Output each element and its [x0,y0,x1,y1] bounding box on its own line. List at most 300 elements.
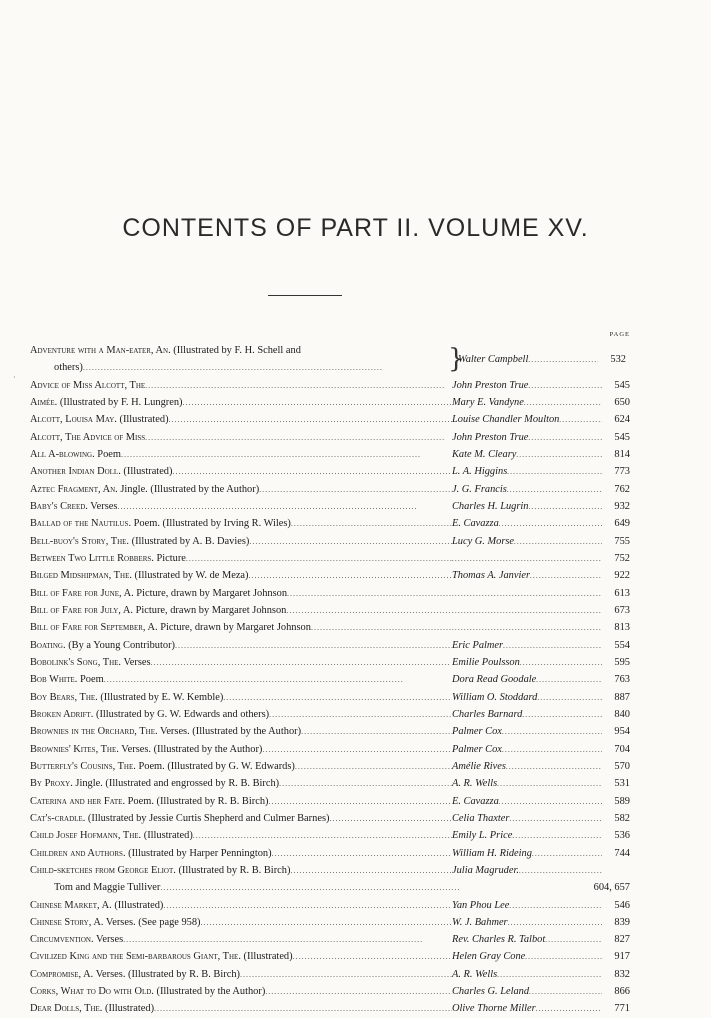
entry-title [30,619,452,636]
toc-row [30,706,630,723]
entry-title [30,775,452,792]
leader-dots [452,585,602,602]
page-number: 704 [614,743,630,755]
page-number: 773 [614,466,630,478]
entry-title-smallcaps: Child Josef Hofmann, The. [30,830,142,842]
page-number: 866 [614,986,630,998]
entry-title-smallcaps: Advice of Miss Alcott, The [30,379,146,391]
entry-title-note: (Illustrated by E. W. Kemble) [97,691,224,703]
toc-row [30,533,630,550]
toc-row [30,394,630,411]
entry-title-text [30,550,186,567]
entry-author [452,723,602,740]
toc-row [30,446,630,463]
toc-row [30,550,630,567]
entry-title-note: (Illustrated by Jessie Curtis Shepherd and Culmer Barnes) [85,812,330,824]
entry-author [452,706,602,723]
author-name: Thomas A. Janvier [452,570,531,582]
entry-title-note: (Illustrated by F. H. Lungren) [57,396,183,408]
page-number: 762 [614,483,630,495]
entry-title-smallcaps: Caterina and her Fate. [30,795,126,807]
entry-title-smallcaps: Broken Adrift. [30,708,94,720]
author-name: Dora Read Goodale [452,674,537,686]
leader-dots [452,602,602,619]
leader-dots [522,706,602,723]
entry-author [452,689,602,706]
entry-author [452,585,602,602]
entry-title-note: (Illustrated by W. de Meza) [131,570,249,582]
leader-dots [301,723,452,740]
author-name: Olive Thorne Miller [452,1003,536,1015]
leader-dots [291,515,452,532]
leader-dots [286,602,452,619]
toc-row [30,966,630,983]
entry-title-text [30,446,121,463]
author-name: Rev. Charles R. Talbot [452,934,546,946]
entry-author [452,983,602,1000]
leader-dots [499,515,602,532]
entry-title-note: (Illustrated) [116,414,169,426]
leader-dots [240,966,452,983]
entry-title [30,741,452,758]
leader-dots [279,775,452,792]
leader-dots [529,498,603,515]
entry-title-note: Jingle. (Illustrated and engrossed by R. B. Birch) [72,778,280,790]
entry-title [30,793,452,810]
toc-row [30,637,630,654]
leader-dots [104,671,452,688]
entry-title-smallcaps: Bilged Midshipman, The. [30,570,132,582]
page-number: 554 [614,639,630,651]
entry-title-smallcaps: Circumvention. [30,934,94,946]
author-name: Celia Thaxter [452,812,510,824]
entry-title-smallcaps: By Proxy. [30,778,73,790]
entry-author [452,1000,602,1017]
entry-title-note: Picture [153,552,186,564]
entry-title-smallcaps: Chinese Market, A. [30,899,112,911]
entry-title-note: Poem. (Illustrated by Irving R. Wiles) [131,518,291,530]
page-number: 624 [614,414,630,426]
leader-dots [145,429,452,446]
entry-author [452,827,602,844]
entry-title [30,1000,452,1017]
page-number: 570 [614,760,630,772]
leader-dots [329,810,452,827]
entry-author [452,602,602,619]
table-of-contents [30,342,630,1018]
entry-title-note: (By a Young Contributor) [65,639,175,651]
entry-author [452,446,602,463]
toc-row [30,983,630,1000]
entry-title-note: (Illustrated by R. B. Birch) [175,864,291,876]
leader-dots [452,550,602,567]
page-number: 887 [614,691,630,703]
leader-dots [183,394,453,411]
leader-dots [151,654,452,671]
leader-dots [268,793,452,810]
entry-title-smallcaps: Compromise, A. [30,968,94,980]
entry-title-text [30,845,272,862]
entry-author [452,429,602,446]
entry-title-note: Poem. (Illustrated by R. B. Birch) [125,795,269,807]
entry-title-text [30,897,163,914]
brace-mark: } [448,344,465,375]
page-number: 650 [614,396,630,408]
entry-title-text [30,793,268,810]
entry-title [30,498,452,515]
entry-title [30,689,452,706]
leader-dots [503,637,602,654]
entry-title-text [30,602,286,619]
page-number: 832 [614,968,630,980]
entry-author [452,463,602,480]
leader-dots [154,1000,452,1017]
leader-dots [529,983,602,1000]
leader-dots [528,377,602,394]
author-name: W. J. Bahmer [452,916,508,928]
toc-row [30,411,630,428]
entry-author [452,845,602,862]
entry-title-text [30,394,183,411]
entry-title-note: Verses. (Illustrated by R. B. Birch) [93,968,240,980]
entry-title-smallcaps: Butterfly's Cousins, The. [30,760,136,772]
author-name: Emily L. Price [452,830,513,842]
page-number: 763 [614,674,630,686]
entry-author [452,481,602,498]
entry-title-text [30,463,172,480]
entry-title-text [30,810,329,827]
page-title: CONTENTS OF PART II. VOLUME XV. [122,214,589,242]
toc-row [30,758,630,775]
entry-title [30,377,452,394]
entry-title-smallcaps: Baby's Creed. [30,500,88,512]
entry-title-note: Verses [87,500,118,512]
entry-title-smallcaps: Alcott, Louisa May. [30,414,117,426]
entry-title [30,411,452,428]
author-name: Julia Magruder. [452,864,519,876]
author-name: Lucy G. Morse [452,535,515,547]
entry-title-smallcaps: Ballad of the Nautilus. [30,518,132,530]
page-number: 813 [614,622,630,634]
toc-row [30,619,630,636]
toc-row [30,481,630,498]
page-number: 546 [614,899,630,911]
entry-title [30,515,452,532]
leader-dots [516,446,602,463]
leader-dots [172,463,452,480]
entry-author [452,741,602,758]
author-name: Palmer Cox [452,743,502,755]
entry-title-smallcaps: Another Indian Doll. [30,466,121,478]
author-name: William H. Rideing [452,847,532,859]
leader-dots [559,411,602,428]
author-name: Charles G. Leland [452,986,530,998]
entry-title-note: Poem. (Illustrated by G. W. Edwards) [135,760,295,772]
entry-title-smallcaps: Boating. [30,639,66,651]
page-number: 922 [614,570,630,582]
entry-title-text [30,481,259,498]
entry-title [30,394,452,411]
entry-author [452,533,602,550]
margin-mark: · [13,373,16,382]
toc-row [30,498,630,515]
entry-title [30,706,452,723]
author-name: Amélie Rives [452,760,506,772]
entry-title-note: (Illustrated) [120,466,173,478]
leader-dots [249,533,452,550]
author-name: Eric Palmer [452,639,504,651]
page-number: 536 [614,830,630,842]
toc-row [30,689,630,706]
entry-title-text [30,429,145,446]
entry-title-smallcaps: Aztec Fragment, An. [30,483,118,495]
author-name: Kate M. Cleary [452,448,517,460]
entry-title-text [30,914,201,931]
author-name: Louise Chandler Moulton [452,414,560,426]
entry-title-note: (Illustrated by Harper Pennington) [125,847,272,859]
toc-row [30,775,630,792]
entry-title-text [30,931,123,948]
entry-title-smallcaps: Brownies in the Orchard, The. [30,726,158,738]
entry-title-text [30,948,293,965]
toc-row-continuation [30,879,630,896]
page-number: 744 [614,847,630,859]
entry-title-smallcaps: Dear Dolls, The. [30,1003,103,1015]
page-number: 673 [614,604,630,616]
entry-author [452,637,602,654]
author-name: Walter Campbell [458,353,529,365]
toc-row [30,671,630,688]
leader-dots [524,394,602,411]
page-number: 771 [614,1003,630,1015]
author-name: Charles Barnard [452,708,523,720]
entry-title-note: Verses. (Illustrated by the Author) [118,743,263,755]
author-name: William O. Stoddard [452,691,538,703]
leader-dots [519,862,602,879]
leader-dots [272,845,452,862]
leader-dots [512,827,602,844]
entry-title-smallcaps: Boy Bears, The. [30,691,98,703]
entry-title-smallcaps: Bobolink's Song, The. [30,656,122,668]
entry-title-text [30,567,249,584]
entry-title [30,585,452,602]
entry-author [452,897,602,914]
leader-dots [536,1000,602,1017]
leader-dots [528,351,598,368]
leader-dots [508,914,602,931]
leader-dots [163,897,452,914]
entry-title-cont-text: others) [54,362,83,374]
entry-author [452,654,602,671]
author-name: A. R. Wells [452,778,498,790]
leader-dots [509,897,602,914]
page-number: 839 [614,916,630,928]
entry-title-text [30,758,295,775]
page-number: 604, 657 [593,882,630,894]
entry-title-note: Picture, drawn by Margaret Johnson [133,604,287,616]
toc-row [30,654,630,671]
entry-title [30,671,452,688]
entry-title-note: Verses. (See page 958) [103,916,201,928]
page-number: 582 [614,812,630,824]
entry-title-smallcaps: Bill of Fare for September, A. [30,622,158,634]
leader-dots [520,654,602,671]
entry-title-text [30,1000,154,1017]
leader-dots [262,741,452,758]
entry-author [452,411,602,428]
entry-title-smallcaps: Bell-buoy's Story, The. [30,535,130,547]
entry-author [452,793,602,810]
entry-title-text [30,723,301,740]
entry-title-smallcaps: Between Two Little Robbers. [30,552,154,564]
entry-author [452,671,602,688]
entry-author [452,775,602,792]
leader-dots [223,689,452,706]
author-name: Yan Phou Lee [452,899,510,911]
entry-title-text [30,966,240,983]
page-number: 531 [614,778,630,790]
entry-title-note: (Illustrated by F. H. Schell and [170,345,301,356]
entry-title-note: Picture, drawn by Margaret Johnson [157,622,311,634]
leader-dots [123,931,452,948]
entry-author [452,914,602,931]
leader-dots [249,567,452,584]
entry-author [452,567,602,584]
entry-title [30,862,452,879]
entry-title-text [30,515,291,532]
entry-title-note: (Illustrated by G. W. Edwards and others) [93,708,270,720]
title-rule [268,295,342,296]
entry-title-text [30,689,223,706]
page-number: 752 [614,552,630,564]
entry-title-cont-text: Tom and Maggie Tulliver [54,882,161,894]
toc-row [30,463,630,480]
entry-title-note: Poem [77,674,104,686]
leader-dots [259,481,452,498]
leader-dots [506,758,602,775]
entry-author [452,810,602,827]
entry-title-smallcaps: Bill of Fare for July, A. [30,604,134,616]
entry-title-smallcaps: All A-blowing. [30,448,95,460]
toc-row [30,897,630,914]
author-name: Charles H. Lugrin [452,500,529,512]
leader-dots [545,931,602,948]
entry-title-smallcaps: Bob White. [30,674,78,686]
page-number: 827 [614,934,630,946]
leader-dots [536,671,602,688]
entry-title-note: Verses. (Illustrated by the Author) [157,726,302,738]
entry-author [452,619,602,636]
leader-dots [201,914,452,931]
author-name: John Preston True [452,431,529,443]
leader-dots [499,793,602,810]
leader-dots [269,706,452,723]
leader-dots [160,879,578,896]
author-name: Helen Gray Cone [452,951,526,963]
toc-row [30,914,630,931]
entry-author [452,931,602,948]
entry-title-smallcaps: Bill of Fare for June, A. [30,587,134,599]
entry-title-smallcaps: Cat's-cradle. [30,812,86,824]
toc-row [30,377,630,394]
toc-row [30,845,630,862]
page-number: 954 [614,726,630,738]
entry-title-smallcaps: Brownies' Kites, The. [30,743,119,755]
entry-author [452,394,602,411]
entry-title-text [30,533,249,550]
entry-title-text [30,654,151,671]
entry-title-text [30,585,287,602]
entry-title-text [30,637,175,654]
author-name: Mary E. Vandyne [452,396,524,408]
entry-title-note: (Illustrated) [240,951,293,963]
entry-title [30,463,452,480]
author-name: E. Cavazza [452,518,499,530]
entry-title-text [30,862,290,879]
page-number: 589 [614,795,630,807]
entry-title-text [30,411,169,428]
toc-row [30,741,630,758]
entry-title [30,342,452,377]
entry-title-text [30,619,311,636]
page-number: 545 [614,431,630,443]
entry-author [452,377,602,394]
leader-dots [193,827,452,844]
toc-row [30,793,630,810]
leader-dots [497,775,602,792]
toc-row [30,723,630,740]
toc-row [30,567,630,584]
toc-row [30,931,630,948]
entry-title-smallcaps: Children and Authors. [30,847,126,859]
author-name: J. G. Francis [452,483,507,495]
entry-title-smallcaps: Alcott, The Advice of Miss [30,431,146,443]
entry-author [452,966,602,983]
entry-title [30,533,452,550]
page-number: 755 [614,535,630,547]
toc-row [30,585,630,602]
entry-title-text [30,498,117,515]
entry-author [458,351,598,368]
entry-title [30,983,452,1000]
entry-title-note: (Illustrated) [111,899,164,911]
entry-author [452,515,602,532]
leader-dots [502,723,602,740]
entry-author [452,948,602,965]
entry-title-smallcaps: Corks, What to Do with Old. [30,986,154,998]
entry-title [30,948,452,965]
leader-dots [530,567,602,584]
leader-dots [175,637,452,654]
entry-title [30,931,452,948]
entry-title [30,446,452,463]
leader-dots [507,481,602,498]
page-column-header: PAGE [609,331,630,338]
leader-dots [525,948,602,965]
leader-dots [295,758,452,775]
entry-title-continuation [30,359,452,376]
author-name: E. Cavazza [452,795,499,807]
entry-title-note: Poem [94,448,121,460]
page-number: 814 [614,448,630,460]
author-name: A. R. Wells [452,968,498,980]
leader-dots [290,862,452,879]
entry-title-smallcaps: Civilized King and the Semi-barbarous Giant, The. [30,951,241,963]
entry-title-note: Jingle. (Illustrated by the Author) [117,483,260,495]
toc-row [30,827,630,844]
entry-author [452,550,602,567]
toc-row [30,810,630,827]
